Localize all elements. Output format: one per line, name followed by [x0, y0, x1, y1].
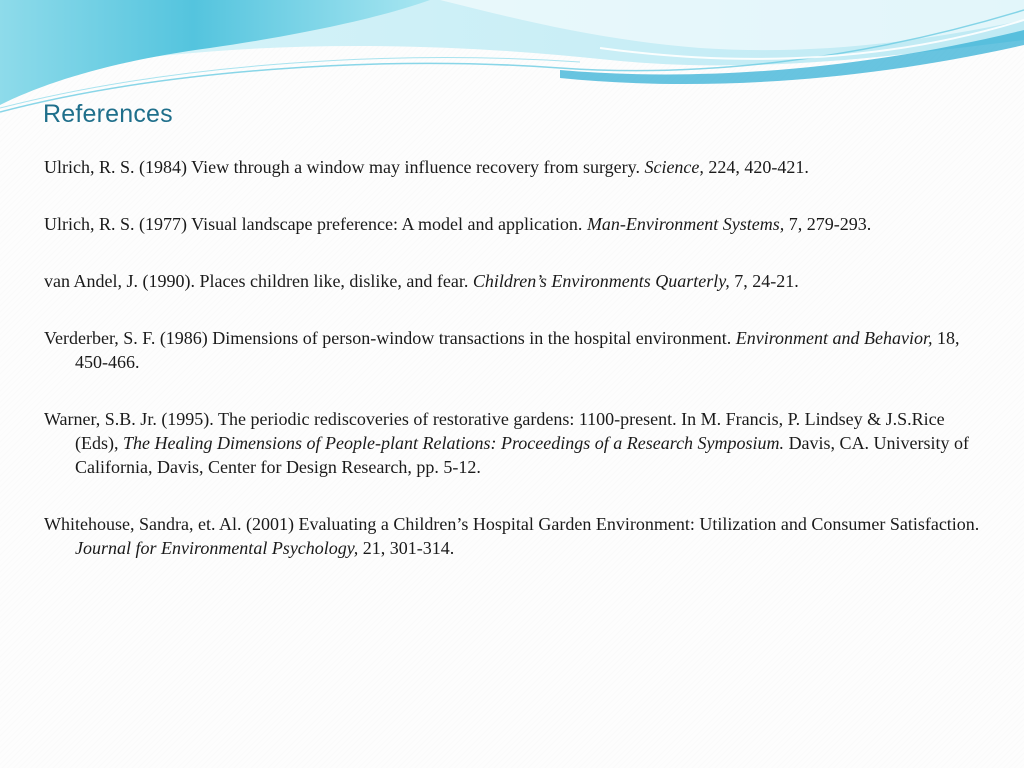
reference-item — [44, 212, 989, 236]
reference-source: Science, — [644, 157, 704, 177]
reference-text: Ulrich, R. S. (1977) Visual landscape preference: A model and application. — [44, 214, 587, 234]
reference-list — [44, 155, 989, 593]
reference-item — [44, 269, 989, 293]
reference-source: The Healing Dimensions of People-plant Relations: Proceedings of a Research Symposium. — [123, 433, 785, 453]
reference-item — [44, 326, 989, 374]
reference-item — [44, 407, 989, 479]
reference-text: Whitehouse, Sandra, et. Al. (2001) Evaluating a Children’s Hospital Garden Environment: Utilization and Consumer Satisfaction. — [44, 514, 980, 534]
reference-text: van Andel, J. (1990). Places children like, dislike, and fear. — [44, 271, 473, 291]
reference-details: 18, 450-466. — [75, 328, 960, 372]
slide-title: References — [43, 100, 173, 128]
reference-details: 224, 420-421. — [703, 157, 809, 177]
reference-text: Ulrich, R. S. (1984) View through a window may influence recovery from surgery. — [44, 157, 645, 177]
reference-item — [44, 155, 989, 179]
reference-details: Davis, CA. University of California, Davis, Center for Design Research, pp. 5-12. — [75, 433, 970, 477]
reference-text: Verderber, S. F. (1986) Dimensions of person-window transactions in the hospital environment. — [44, 328, 736, 348]
reference-details: 21, 301-314. — [358, 538, 455, 558]
reference-text: Warner, S.B. Jr. (1995). The periodic rediscoveries of restorative gardens: 1100-present. In M. Francis, P. Lindsey & J.S.Rice (Eds), — [44, 409, 945, 453]
reference-source: Man-Environment Systems, — [586, 214, 785, 234]
reference-details: 7, 279-293. — [784, 214, 872, 234]
reference-source: Environment and Behavior, — [735, 328, 933, 348]
reference-source: Children’s Environments Quarterly, — [472, 271, 730, 291]
reference-item — [44, 512, 989, 560]
reference-source: Journal for Environmental Psychology, — [75, 538, 359, 558]
reference-details: 7, 24-21. — [729, 271, 799, 291]
